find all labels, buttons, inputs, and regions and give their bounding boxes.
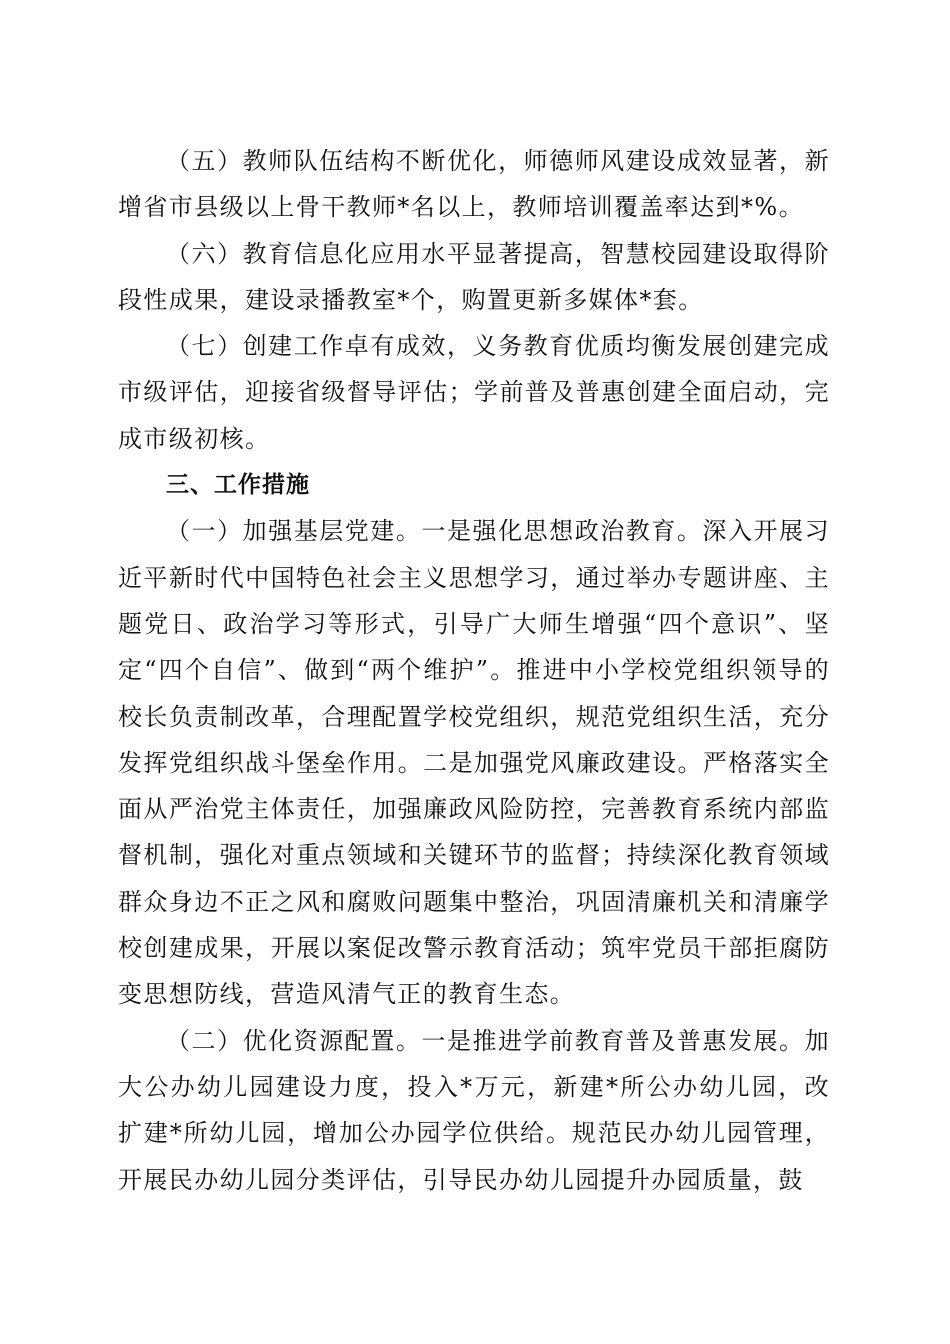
paragraph-goal-5: （五）教师队伍结构不断优化，师德师风建设成效显著，新增省市县级以上骨干教师*名以上，教师培训覆盖率达到*%。 [118, 147, 830, 222]
paragraph-goal-6: （六）教育信息化应用水平显著提高，智慧校园建设取得阶段性成果，建设录播教室*个，购置更新多媒体*套。 [118, 239, 830, 314]
paragraph-measure-2: （二）优化资源配置。一是推进学前教育普及普惠发展。加大公办幼儿园建设力度，投入*万元，新建*所公办幼儿园，改扩建*所幼儿园，增加公办园学位供给。规范民办幼儿园管理，开展民办幼儿园分类评估，引导民办幼儿园提升办园质量，鼓 [118, 1026, 830, 1194]
section-heading-measures: 三、工作措施 [166, 472, 310, 499]
paragraph-measure-1: （一）加强基层党建。一是强化思想政治教育。深入开展习近平新时代中国特色社会主义思想学习，通过举办专题讲座、主题党日、政治学习等形式，引导广大师生增强“四个意识”、坚定“四个自信”、做到“两个维护”。推进中小学校党组织领导的校长负责制改革，合理配置学校党组织，规范党组织生活，充分发挥党组织战斗堡垒作用。二是加强党风廉政建设。严格落实全面从严治党主体责任，加强廉政风险防控，完善教育系统内部监督机制，强化对重点领域和关键环节的监督；持续深化教育领域群众身边不正之风和腐败问题集中整治，巩固清廉机关和清廉学校创建成果，开展以案促改警示教育活动；筑牢党员干部拒腐防变思想防线，营造风清气正的教育生态。 [118, 517, 830, 1009]
document-body [118, 138, 830, 1203]
paragraph-goal-7: （七）创建工作卓有成效，义务教育优质均衡发展创建完成市级评估，迎接省级督导评估；学前普及普惠创建全面启动，完成市级初核。 [118, 332, 830, 453]
